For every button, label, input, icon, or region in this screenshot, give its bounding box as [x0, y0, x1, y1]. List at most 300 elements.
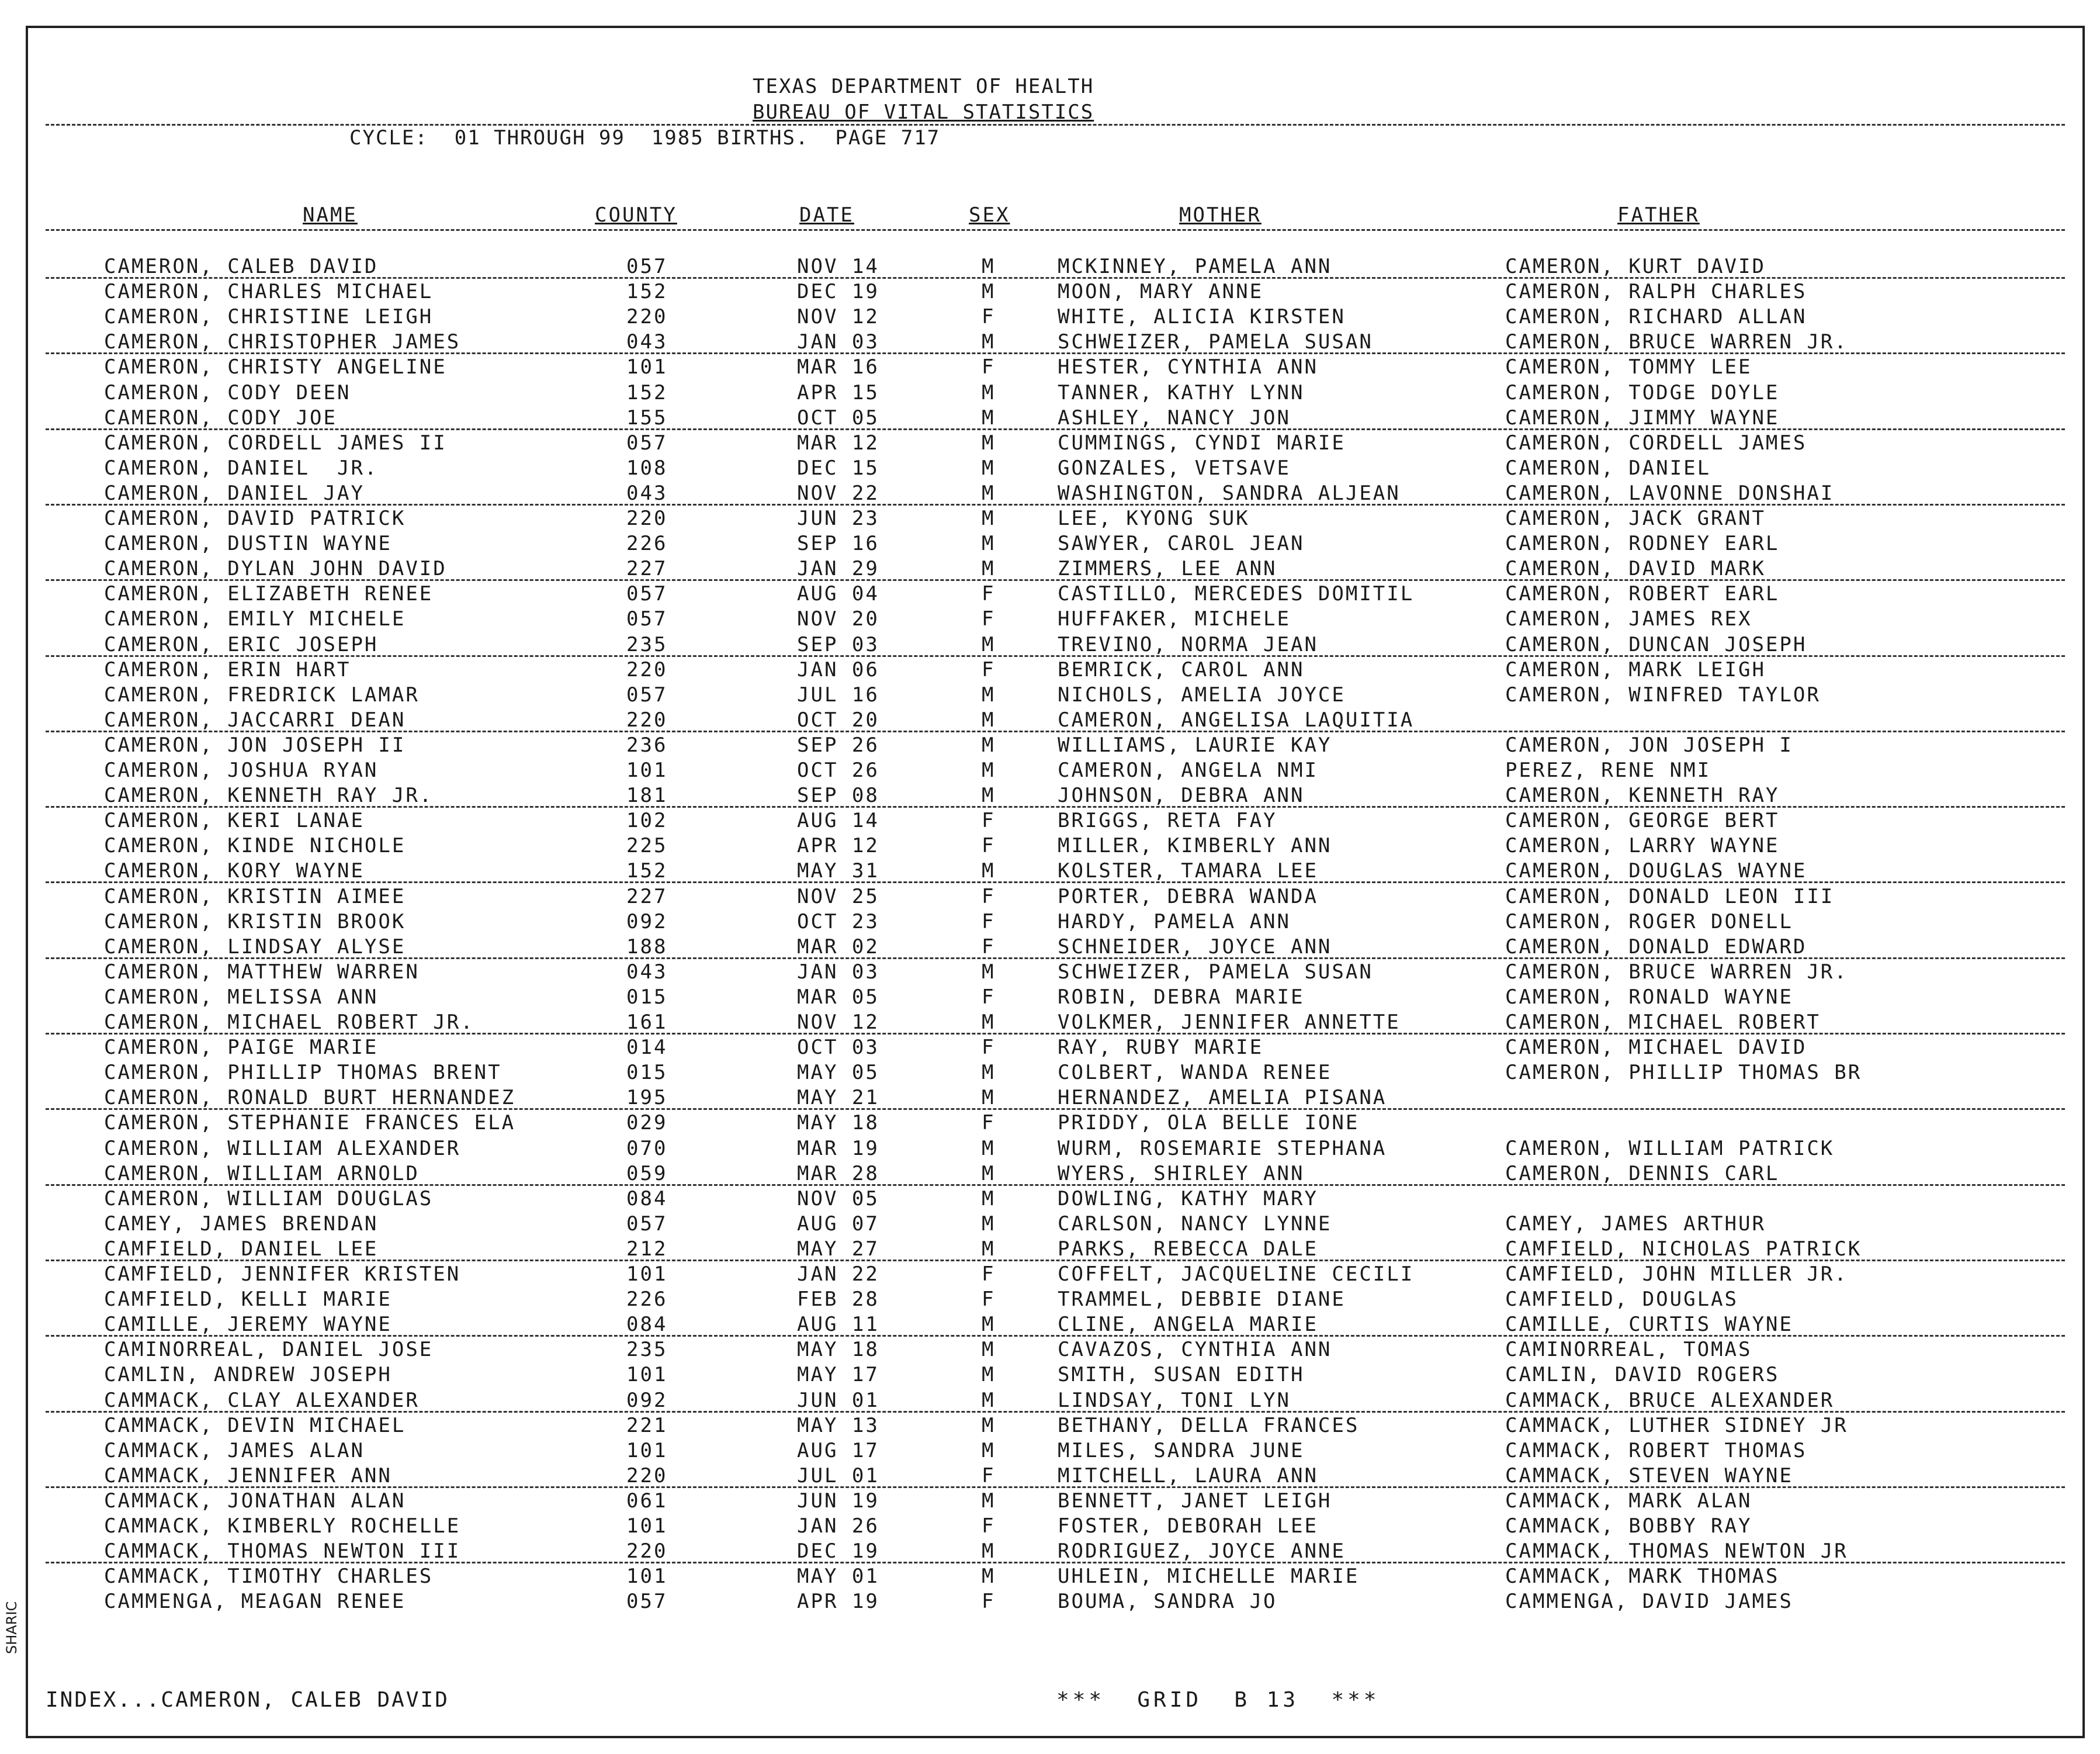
cell-father: CAMMACK, MARK ALAN: [1505, 1489, 1752, 1513]
cell-father: CAMMACK, BRUCE ALEXANDER: [1505, 1388, 1835, 1412]
cell-name: CAMERON, PAIGE MARIE: [104, 1036, 379, 1060]
cell-name: CAMILLE, JEREMY WAYNE: [104, 1313, 392, 1337]
cell-sex: M: [982, 330, 996, 354]
cell-father: CAMFIELD, JOHN MILLER JR.: [1505, 1262, 1848, 1286]
cell-father: CAMERON, GEORGE BERT: [1505, 809, 1780, 833]
cell-mother: MITCHELL, LAURA ANN: [1058, 1464, 1318, 1487]
cell-sex: M: [982, 280, 996, 304]
cell-county: 235: [626, 632, 668, 656]
cell-date: SEP 16: [797, 532, 879, 556]
cell-county: 235: [626, 1338, 668, 1362]
cell-date: DEC 15: [797, 456, 879, 480]
cell-sex: F: [982, 582, 996, 606]
table-row: [28, 482, 2082, 507]
cell-father: CAMMACK, MARK THOMAS: [1505, 1565, 1780, 1589]
table-row: [28, 1237, 2082, 1262]
column-header-county: COUNTY: [595, 203, 677, 227]
cell-name: CAMERON, WILLIAM ALEXANDER: [104, 1136, 461, 1160]
column-header-mother: MOTHER: [1179, 203, 1262, 227]
cell-county: 084: [626, 1313, 668, 1337]
cell-name: CAMERON, KORY WAYNE: [104, 859, 365, 883]
cell-sex: F: [982, 607, 996, 631]
table-row: [28, 859, 2082, 884]
table-row: [28, 305, 2082, 330]
cell-mother: ASHLEY, NANCY JON: [1058, 406, 1291, 430]
header-rule: [46, 124, 2065, 126]
table-row: [28, 960, 2082, 985]
cell-name: CAMERON, DUSTIN WAYNE: [104, 532, 392, 556]
cell-county: 152: [626, 380, 668, 404]
cell-sex: M: [982, 532, 996, 556]
cell-sex: M: [982, 759, 996, 782]
cell-county: 057: [626, 607, 668, 631]
column-header-sex: SEX: [969, 203, 1010, 227]
cell-sex: M: [982, 632, 996, 656]
cell-name: CAMERON, DAVID PATRICK: [104, 507, 406, 530]
table-row: [28, 1036, 2082, 1061]
cell-mother: BETHANY, DELLA FRANCES: [1058, 1413, 1360, 1437]
cell-sex: M: [982, 1161, 996, 1185]
cell-name: CAMERON, CHRISTY ANGELINE: [104, 355, 447, 379]
cell-father: CAMMENGA, DAVID JAMES: [1505, 1590, 1793, 1614]
cell-mother: UHLEIN, MICHELLE MARIE: [1058, 1565, 1360, 1589]
cell-date: AUG 11: [797, 1313, 879, 1337]
cell-sex: M: [982, 733, 996, 757]
cell-mother: DOWLING, KATHY MARY: [1058, 1186, 1318, 1210]
cell-county: 195: [626, 1086, 668, 1110]
cell-father: CAMERON, TODGE DOYLE: [1505, 380, 1780, 404]
cell-father: CAMERON, WILLIAM PATRICK: [1505, 1136, 1835, 1160]
cell-mother: WASHINGTON, SANDRA ALJEAN: [1058, 481, 1401, 505]
cell-sex: M: [982, 1212, 996, 1236]
table-row: [28, 381, 2082, 406]
cell-date: MAR 02: [797, 935, 879, 959]
cell-father: CAMEY, JAMES ARTHUR: [1505, 1212, 1766, 1236]
cell-father: CAMERON, RONALD WAYNE: [1505, 985, 1793, 1009]
table-row: [28, 532, 2082, 557]
cell-name: CAMERON, CODY JOE: [104, 406, 337, 430]
cell-sex: M: [982, 380, 996, 404]
cell-name: CAMERON, CORDELL JAMES II: [104, 431, 447, 455]
cell-name: CAMERON, JACCARRI DEAN: [104, 708, 406, 732]
cell-father: CAMERON, DAVID MARK: [1505, 557, 1766, 581]
cell-mother: MILLER, KIMBERLY ANN: [1058, 834, 1332, 858]
cell-date: NOV 22: [797, 481, 879, 505]
cell-sex: M: [982, 859, 996, 883]
cell-county: 152: [626, 280, 668, 304]
cell-sex: F: [982, 1514, 996, 1538]
table-row: [28, 557, 2082, 582]
cell-father: CAMERON, ROGER DONELL: [1505, 909, 1793, 933]
cell-date: OCT 05: [797, 406, 879, 430]
cell-name: CAMERON, CHRISTINE LEIGH: [104, 305, 434, 329]
table-row: [28, 885, 2082, 910]
table-row: [28, 1137, 2082, 1162]
cell-father: CAMMACK, ROBERT THOMAS: [1505, 1438, 1807, 1462]
cell-father: CAMERON, ROBERT EARL: [1505, 582, 1780, 606]
cell-date: DEC 19: [797, 1539, 879, 1563]
cell-name: CAMERON, CALEB DAVID: [104, 255, 379, 278]
cell-mother: GONZALES, VETSAVE: [1058, 456, 1291, 480]
cell-name: CAMERON, WILLIAM ARNOLD: [104, 1161, 420, 1185]
cell-mother: WURM, ROSEMARIE STEPHANA: [1058, 1136, 1387, 1160]
cell-father: CAMERON, MICHAEL DAVID: [1505, 1036, 1807, 1060]
cell-name: CAMMACK, TIMOTHY CHARLES: [104, 1565, 434, 1589]
cell-county: 043: [626, 481, 668, 505]
cell-county: 221: [626, 1413, 668, 1437]
cell-name: CAMMACK, CLAY ALEXANDER: [104, 1388, 420, 1412]
table-row: [28, 658, 2082, 683]
cell-date: OCT 03: [797, 1036, 879, 1060]
cell-sex: M: [982, 683, 996, 707]
cell-county: 057: [626, 582, 668, 606]
cell-mother: ROBIN, DEBRA MARIE: [1058, 985, 1305, 1009]
cell-father: CAMFIELD, NICHOLAS PATRICK: [1505, 1237, 1862, 1261]
cell-name: CAMERON, PHILLIP THOMAS BRENT: [104, 1061, 502, 1085]
cell-name: CAMFIELD, DANIEL LEE: [104, 1237, 379, 1261]
cell-date: SEP 08: [797, 784, 879, 808]
cell-sex: F: [982, 834, 996, 858]
cell-county: 225: [626, 834, 668, 858]
cell-mother: WHITE, ALICIA KIRSTEN: [1058, 305, 1346, 329]
cell-father: CAMERON, RICHARD ALLAN: [1505, 305, 1807, 329]
cell-date: MAY 27: [797, 1237, 879, 1261]
cell-county: 029: [626, 1111, 668, 1135]
cell-mother: BENNETT, JANET LEIGH: [1058, 1489, 1332, 1513]
cell-county: 220: [626, 708, 668, 732]
cell-date: AUG 07: [797, 1212, 879, 1236]
cell-name: CAMERON, MICHAEL ROBERT JR.: [104, 1011, 474, 1034]
cell-mother: CASTILLO, MERCEDES DOMITIL: [1058, 582, 1415, 606]
index-footer: INDEX...CAMERON, CALEB DAVID: [46, 1688, 449, 1712]
cell-name: CAMFIELD, KELLI MARIE: [104, 1288, 392, 1312]
cell-date: OCT 26: [797, 759, 879, 782]
cell-name: CAMERON, LINDSAY ALYSE: [104, 935, 406, 959]
cell-mother: HESTER, CYNTHIA ANN: [1058, 355, 1318, 379]
cell-sex: F: [982, 1036, 996, 1060]
cell-mother: PORTER, DEBRA WANDA: [1058, 884, 1318, 908]
table-row: [28, 734, 2082, 759]
table-row: [28, 1262, 2082, 1288]
cell-county: 092: [626, 1388, 668, 1412]
cell-name: CAMMACK, JAMES ALAN: [104, 1438, 365, 1462]
cell-name: CAMERON, STEPHANIE FRANCES ELA: [104, 1111, 516, 1135]
cell-father: CAMMACK, STEVEN WAYNE: [1505, 1464, 1793, 1487]
cell-county: 101: [626, 759, 668, 782]
cell-sex: M: [982, 255, 996, 278]
cell-county: 227: [626, 884, 668, 908]
cell-sex: F: [982, 1464, 996, 1487]
cell-date: MAY 21: [797, 1086, 879, 1110]
cell-name: CAMMACK, KIMBERLY ROCHELLE: [104, 1514, 461, 1538]
cell-date: AUG 04: [797, 582, 879, 606]
cell-name: CAMERON, KENNETH RAY JR.: [104, 784, 434, 808]
cell-father: CAMERON, JAMES REX: [1505, 607, 1752, 631]
table-row: [28, 1187, 2082, 1212]
cell-name: CAMEY, JAMES BRENDAN: [104, 1212, 379, 1236]
cell-county: 220: [626, 507, 668, 530]
table-row: [28, 280, 2082, 305]
cell-sex: F: [982, 355, 996, 379]
cell-date: MAY 13: [797, 1413, 879, 1437]
cell-sex: M: [982, 1438, 996, 1462]
cell-mother: COLBERT, WANDA RENEE: [1058, 1061, 1332, 1085]
cell-county: 015: [626, 985, 668, 1009]
table-row: [28, 1590, 2082, 1615]
cell-name: CAMMENGA, MEAGAN RENEE: [104, 1590, 406, 1614]
cell-sex: M: [982, 1489, 996, 1513]
cell-name: CAMERON, DYLAN JOHN DAVID: [104, 557, 447, 581]
cell-county: 070: [626, 1136, 668, 1160]
cell-county: 101: [626, 1438, 668, 1462]
cell-county: 101: [626, 1514, 668, 1538]
cell-father: CAMERON, TOMMY LEE: [1505, 355, 1752, 379]
cell-name: CAMERON, MELISSA ANN: [104, 985, 379, 1009]
cell-mother: SCHNEIDER, JOYCE ANN: [1058, 935, 1332, 959]
cell-name: CAMERON, CODY DEEN: [104, 380, 351, 404]
cell-sex: M: [982, 1061, 996, 1085]
cell-county: 057: [626, 431, 668, 455]
table-row: [28, 633, 2082, 658]
cell-date: AUG 17: [797, 1438, 879, 1462]
cell-name: CAMERON, KINDE NICHOLE: [104, 834, 406, 858]
cell-name: CAMMACK, JENNIFER ANN: [104, 1464, 392, 1487]
cell-county: 057: [626, 683, 668, 707]
cell-county: 057: [626, 1590, 668, 1614]
cell-county: 181: [626, 784, 668, 808]
cell-date: OCT 20: [797, 708, 879, 732]
cell-date: FEB 28: [797, 1288, 879, 1312]
cell-father: CAMERON, DANIEL: [1505, 456, 1711, 480]
cell-father: CAMERON, KENNETH RAY: [1505, 784, 1780, 808]
cell-mother: ZIMMERS, LEE ANN: [1058, 557, 1277, 581]
cell-name: CAMFIELD, JENNIFER KRISTEN: [104, 1262, 461, 1286]
cell-father: CAMMACK, BOBBY RAY: [1505, 1514, 1752, 1538]
cell-mother: SMITH, SUSAN EDITH: [1058, 1363, 1305, 1387]
cell-county: 226: [626, 1288, 668, 1312]
cell-father: CAMERON, BRUCE WARREN JR.: [1505, 960, 1848, 984]
cell-name: CAMLIN, ANDREW JOSEPH: [104, 1363, 392, 1387]
cell-sex: M: [982, 406, 996, 430]
cell-father: CAMERON, JON JOSEPH I: [1505, 733, 1793, 757]
cell-mother: BOUMA, SANDRA JO: [1058, 1590, 1277, 1614]
table-row: [28, 355, 2082, 380]
cell-sex: M: [982, 1086, 996, 1110]
cell-mother: BEMRICK, CAROL ANN: [1058, 658, 1305, 681]
cell-date: OCT 23: [797, 909, 879, 933]
table-row: [28, 330, 2082, 355]
cell-sex: M: [982, 557, 996, 581]
cell-father: CAMFIELD, DOUGLAS: [1505, 1288, 1738, 1312]
cell-father: CAMERON, LAVONNE DONSHAI: [1505, 481, 1835, 505]
cell-name: CAMERON, CHRISTOPHER JAMES: [104, 330, 461, 354]
department-title: TEXAS DEPARTMENT OF HEALTH: [753, 75, 1094, 98]
cell-date: MAR 19: [797, 1136, 879, 1160]
cell-mother: WYERS, SHIRLEY ANN: [1058, 1161, 1305, 1185]
cell-name: CAMERON, EMILY MICHELE: [104, 607, 406, 631]
cell-mother: RODRIGUEZ, JOYCE ANNE: [1058, 1539, 1346, 1563]
column-header-name: NAME: [303, 203, 358, 227]
cell-father: CAMERON, KURT DAVID: [1505, 255, 1766, 278]
cell-father: PEREZ, RENE NMI: [1505, 759, 1711, 782]
cell-father: CAMERON, RALPH CHARLES: [1505, 280, 1807, 304]
table-row: [28, 1464, 2082, 1489]
cell-county: 220: [626, 1539, 668, 1563]
cell-date: JUN 23: [797, 507, 879, 530]
cycle-line: CYCLE: 01 THROUGH 99 1985 BIRTHS. PAGE 717: [349, 126, 941, 150]
cell-sex: F: [982, 935, 996, 959]
cell-sex: M: [982, 1363, 996, 1387]
cell-sex: M: [982, 1539, 996, 1563]
cell-father: CAMERON, JIMMY WAYNE: [1505, 406, 1780, 430]
cell-sex: F: [982, 305, 996, 329]
cell-sex: M: [982, 784, 996, 808]
table-row: [28, 1514, 2082, 1539]
cell-mother: LEE, KYONG SUK: [1058, 507, 1250, 530]
cell-father: CAMERON, RODNEY EARL: [1505, 532, 1780, 556]
table-row: [28, 683, 2082, 708]
table-row: [28, 910, 2082, 935]
cell-sex: F: [982, 884, 996, 908]
cell-county: 236: [626, 733, 668, 757]
cell-name: CAMERON, JON JOSEPH II: [104, 733, 406, 757]
cell-name: CAMERON, KRISTIN BROOK: [104, 909, 406, 933]
table-row: [28, 1061, 2082, 1086]
cell-father: CAMILLE, CURTIS WAYNE: [1505, 1313, 1793, 1337]
cell-father: CAMERON, DONALD LEON III: [1505, 884, 1835, 908]
cell-county: 102: [626, 809, 668, 833]
cell-sex: M: [982, 456, 996, 480]
cell-sex: M: [982, 481, 996, 505]
cell-father: CAMERON, WINFRED TAYLOR: [1505, 683, 1821, 707]
cell-sex: M: [982, 1338, 996, 1362]
cell-father: CAMERON, LARRY WAYNE: [1505, 834, 1780, 858]
cell-sex: M: [982, 960, 996, 984]
table-row: [28, 784, 2082, 809]
table-row: [28, 834, 2082, 859]
cell-county: 014: [626, 1036, 668, 1060]
cell-date: NOV 25: [797, 884, 879, 908]
table-row: [28, 1086, 2082, 1111]
cell-date: JUN 19: [797, 1489, 879, 1513]
cell-name: CAMMACK, JONATHAN ALAN: [104, 1489, 406, 1513]
cell-date: MAY 18: [797, 1111, 879, 1135]
cell-mother: RAY, RUBY MARIE: [1058, 1036, 1264, 1060]
cell-date: MAY 31: [797, 859, 879, 883]
cell-date: MAR 28: [797, 1161, 879, 1185]
table-row: [28, 935, 2082, 960]
cell-name: CAMERON, JOSHUA RYAN: [104, 759, 379, 782]
cell-mother: HUFFAKER, MICHELE: [1058, 607, 1291, 631]
cell-sex: F: [982, 909, 996, 933]
cell-date: DEC 19: [797, 280, 879, 304]
cell-mother: JOHNSON, DEBRA ANN: [1058, 784, 1305, 808]
cell-county: 108: [626, 456, 668, 480]
cell-mother: PARKS, REBECCA DALE: [1058, 1237, 1318, 1261]
cell-name: CAMERON, DANIEL JAY: [104, 481, 365, 505]
cell-mother: TRAMMEL, DEBBIE DIANE: [1058, 1288, 1346, 1312]
column-header-rule: [46, 229, 2065, 231]
cell-sex: M: [982, 1011, 996, 1034]
cell-mother: LINDSAY, TONI LYN: [1058, 1388, 1291, 1412]
cell-date: NOV 20: [797, 607, 879, 631]
cell-date: NOV 12: [797, 305, 879, 329]
cell-mother: MCKINNEY, PAMELA ANN: [1058, 255, 1332, 278]
cell-sex: F: [982, 1288, 996, 1312]
cell-name: CAMERON, ERIC JOSEPH: [104, 632, 379, 656]
cell-name: CAMERON, RONALD BURT HERNANDEZ: [104, 1086, 516, 1110]
cell-date: NOV 14: [797, 255, 879, 278]
cell-county: 212: [626, 1237, 668, 1261]
cell-date: JAN 03: [797, 330, 879, 354]
cell-name: CAMMACK, THOMAS NEWTON III: [104, 1539, 461, 1563]
cell-date: SEP 26: [797, 733, 879, 757]
cell-mother: CAMERON, ANGELISA LAQUITIA: [1058, 708, 1415, 732]
cell-county: 084: [626, 1186, 668, 1210]
cell-sex: M: [982, 1388, 996, 1412]
cell-mother: KOLSTER, TAMARA LEE: [1058, 859, 1318, 883]
cell-county: 015: [626, 1061, 668, 1085]
cell-sex: F: [982, 1111, 996, 1135]
cell-date: APR 19: [797, 1590, 879, 1614]
cell-date: MAR 16: [797, 355, 879, 379]
cell-date: APR 15: [797, 380, 879, 404]
cell-father: CAMERON, CORDELL JAMES: [1505, 431, 1807, 455]
table-row: [28, 1338, 2082, 1363]
table-row: [28, 1011, 2082, 1036]
cell-county: 101: [626, 1363, 668, 1387]
table-row: [28, 1439, 2082, 1464]
cell-father: CAMMACK, LUTHER SIDNEY JR: [1505, 1413, 1848, 1437]
cell-sex: M: [982, 1565, 996, 1589]
cell-mother: WILLIAMS, LAURIE KAY: [1058, 733, 1332, 757]
cell-sex: F: [982, 985, 996, 1009]
table-row: [28, 1414, 2082, 1439]
cell-sex: M: [982, 1136, 996, 1160]
table-row: [28, 607, 2082, 632]
table-row: [28, 431, 2082, 456]
cell-name: CAMMACK, DEVIN MICHAEL: [104, 1413, 406, 1437]
table-row: [28, 255, 2082, 280]
cell-mother: CUMMINGS, CYNDI MARIE: [1058, 431, 1346, 455]
cell-mother: HARDY, PAMELA ANN: [1058, 909, 1291, 933]
cell-name: CAMERON, KRISTIN AIMEE: [104, 884, 406, 908]
table-row: [28, 456, 2082, 482]
table-row: [28, 406, 2082, 431]
cell-county: 101: [626, 1262, 668, 1286]
cell-sex: F: [982, 809, 996, 833]
cell-county: 101: [626, 355, 668, 379]
cell-county: 152: [626, 859, 668, 883]
cell-name: CAMERON, KERI LANAE: [104, 809, 365, 833]
cell-county: 059: [626, 1161, 668, 1185]
table-row: [28, 582, 2082, 607]
table-row: [28, 1212, 2082, 1237]
cell-mother: MOON, MARY ANNE: [1058, 280, 1264, 304]
cell-name: CAMERON, ERIN HART: [104, 658, 351, 681]
cell-father: CAMERON, DOUGLAS WAYNE: [1505, 859, 1807, 883]
cell-mother: CLINE, ANGELA MARIE: [1058, 1313, 1318, 1337]
cell-sex: M: [982, 1186, 996, 1210]
cell-county: 155: [626, 406, 668, 430]
cell-sex: F: [982, 1262, 996, 1286]
cell-county: 226: [626, 532, 668, 556]
cell-mother: CAVAZOS, CYNTHIA ANN: [1058, 1338, 1332, 1362]
cell-mother: VOLKMER, JENNIFER ANNETTE: [1058, 1011, 1401, 1034]
table-row: [28, 1313, 2082, 1338]
cell-mother: TREVINO, NORMA JEAN: [1058, 632, 1318, 656]
cell-date: NOV 05: [797, 1186, 879, 1210]
